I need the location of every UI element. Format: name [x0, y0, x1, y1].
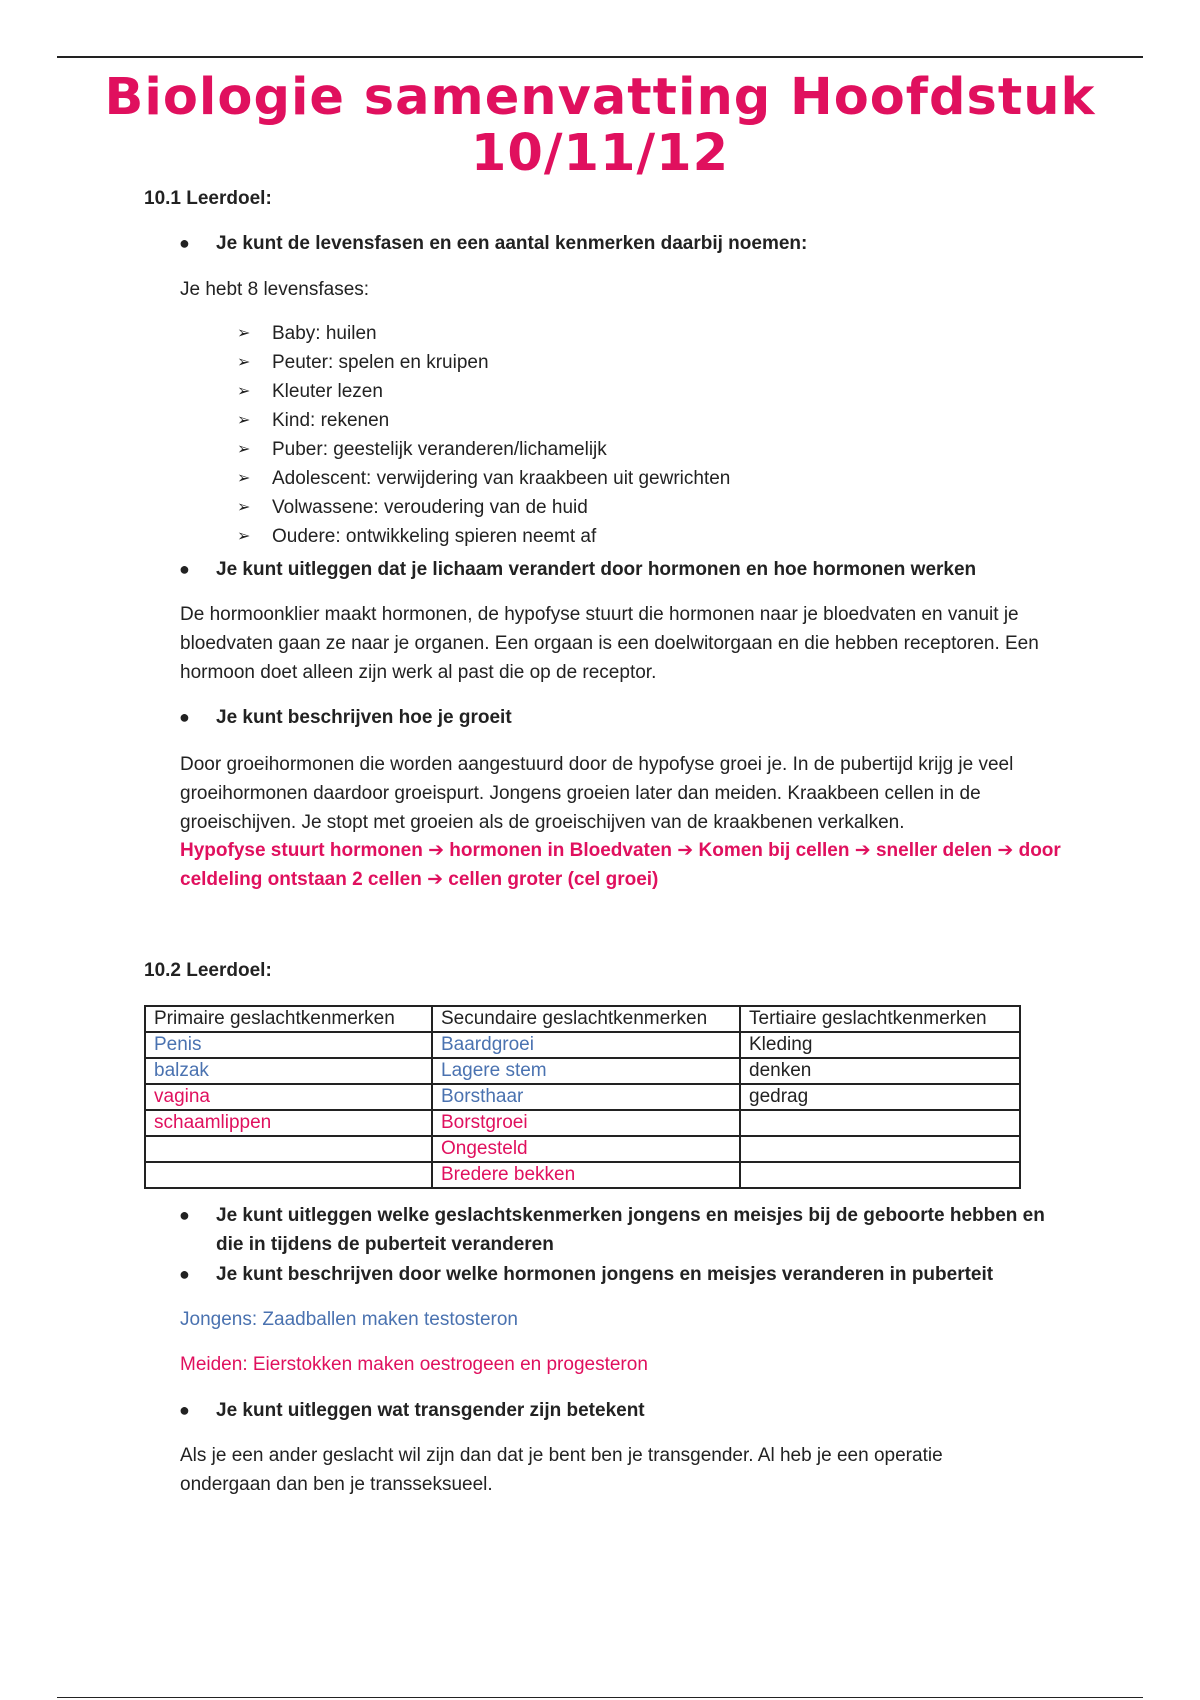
learning-goal-text: Je kunt beschrijven hoe je groeit [216, 707, 512, 728]
table-row [145, 1058, 1020, 1084]
table-header-row [145, 1006, 1020, 1032]
learning-goal-text: Je kunt uitleggen wat transgender zijn betekent [216, 1400, 645, 1421]
bullet-icon: ● [179, 1205, 190, 1225]
growth-paragraph: Door groeihormonen die worden aangestuurd door de hypofyse groei je. In de pubertijd krijg je veel groeihormonen daardoor groeispurt. Jongens groeien later dan meiden. Kraakbeen cellen in de groeischijven. Je stopt met groeien als de groeischijven van de kraakbenen verkalken. [180, 754, 1014, 833]
table-header: Primaire geslachtkenmerken [145, 1006, 432, 1032]
arrowhead-icon: ➢ [237, 354, 251, 371]
table-row [145, 1162, 1020, 1188]
table-cell: Borstgroei [432, 1110, 740, 1136]
table-cell: Borsthaar [432, 1084, 740, 1110]
table-cell: schaamlippen [145, 1110, 432, 1136]
arrowhead-icon: ➢ [237, 441, 251, 458]
list-item: ➢ Volwassene: veroudering van de huid [237, 493, 1037, 522]
arrowhead-icon: ➢ [237, 499, 251, 516]
bullet-icon: ● [179, 707, 190, 727]
table-cell: Kleding [740, 1032, 1020, 1058]
growth-summary: Hypofyse stuurt hormonen ➔ hormonen in Bloedvaten ➔ Komen bij cellen ➔ sneller delen ➔ door celdeling ontstaan 2 cellen ➔ cellen groter (cel groei) [180, 840, 1061, 890]
learning-goal [179, 555, 1116, 584]
learning-goal-text: Je kunt uitleggen dat je lichaam verandert door hormonen en hoe hormonen werken [216, 559, 977, 580]
table-header: Secundaire geslachtkenmerken [432, 1006, 740, 1032]
list-item: ➢ Peuter: spelen en kruipen [237, 348, 1037, 377]
table-row [145, 1110, 1020, 1136]
phase-list [237, 319, 1037, 551]
bottom-rule [57, 1697, 1143, 1698]
table-cell: Bredere bekken [432, 1162, 740, 1188]
girls-hormones: Meiden: Eierstokken maken oestrogeen en progesteron [180, 1354, 648, 1375]
list-item: ➢ Kind: rekenen [237, 406, 1037, 435]
list-item: ➢ Baby: huilen [237, 319, 1037, 348]
arrowhead-icon: ➢ [237, 412, 251, 429]
table-cell [740, 1110, 1020, 1136]
table-cell [145, 1162, 432, 1188]
table-cell: Lagere stem [432, 1058, 740, 1084]
table-cell: balzak [145, 1058, 432, 1084]
sex-characteristics-table [144, 1005, 1021, 1189]
learning-goal-text: Je kunt de levensfasen en een aantal kenmerken daarbij noemen: [216, 233, 808, 254]
learning-goal [179, 1201, 1066, 1259]
section-heading-10-1: 10.1 Leerdoel: [144, 188, 272, 209]
arrowhead-icon: ➢ [237, 470, 251, 487]
list-item: ➢ Oudere: ontwikkeling spieren neemt af [237, 522, 1037, 551]
table-header: Tertiaire geslachtkenmerken [740, 1006, 1020, 1032]
bullet-icon: ● [179, 233, 190, 253]
learning-goal [179, 229, 1096, 258]
table-cell [740, 1162, 1020, 1188]
bullet-icon: ● [179, 1400, 190, 1420]
table-row [145, 1084, 1020, 1110]
arrowhead-icon: ➢ [237, 528, 251, 545]
table-cell: denken [740, 1058, 1020, 1084]
boys-hormones: Jongens: Zaadballen maken testosteron [180, 1309, 518, 1330]
learning-goal-text: Je kunt uitleggen welke geslachtskenmerken jongens en meisjes bij de geboorte hebben en die in tijdens de puberteit veranderen [216, 1205, 1045, 1255]
table-row [145, 1032, 1020, 1058]
table-row [145, 1136, 1020, 1162]
table-cell [145, 1136, 432, 1162]
list-item: ➢ Kleuter lezen [237, 377, 1037, 406]
table-cell: Ongesteld [432, 1136, 740, 1162]
table-cell: vagina [145, 1084, 432, 1110]
learning-goal [179, 703, 1096, 732]
learning-goal [179, 1396, 1096, 1425]
list-item: ➢ Adolescent: verwijdering van kraakbeen uit gewrichten [237, 464, 1037, 493]
list-item: ➢ Puber: geestelijk veranderen/lichamelijk [237, 435, 1037, 464]
transgender-paragraph: Als je een ander geslacht wil zijn dan dat je bent ben je transgender. Al heb je een operatie ondergaan dan ben je transseksueel. [180, 1445, 943, 1495]
bullet-icon: ● [179, 559, 190, 579]
table-cell: Baardgroei [432, 1032, 740, 1058]
learning-goal [179, 1260, 1096, 1289]
hormones-paragraph: De hormoonklier maakt hormonen, de hypofyse stuurt die hormonen naar je bloedvaten en vanuit je bloedvaten gaan ze naar je organen. Een orgaan is een doelwitorgaan en die hebben receptoren. Een hormoon doet alleen zijn werk al past die op de receptor. [180, 604, 1039, 683]
table-cell: gedrag [740, 1084, 1020, 1110]
table-cell: Penis [145, 1032, 432, 1058]
learning-goal-text: Je kunt beschrijven door welke hormonen jongens en meisjes veranderen in puberteit [216, 1264, 994, 1285]
document-title: Biologie samenvatting Hoofdstuk 10/11/12 [104, 68, 1096, 183]
bullet-icon: ● [179, 1264, 190, 1284]
phases-intro: Je hebt 8 levensfases: [180, 279, 370, 300]
table-cell [740, 1136, 1020, 1162]
section-heading-10-2: 10.2 Leerdoel: [144, 960, 272, 981]
top-rule [57, 56, 1143, 58]
arrowhead-icon: ➢ [237, 325, 251, 342]
arrowhead-icon: ➢ [237, 383, 251, 400]
